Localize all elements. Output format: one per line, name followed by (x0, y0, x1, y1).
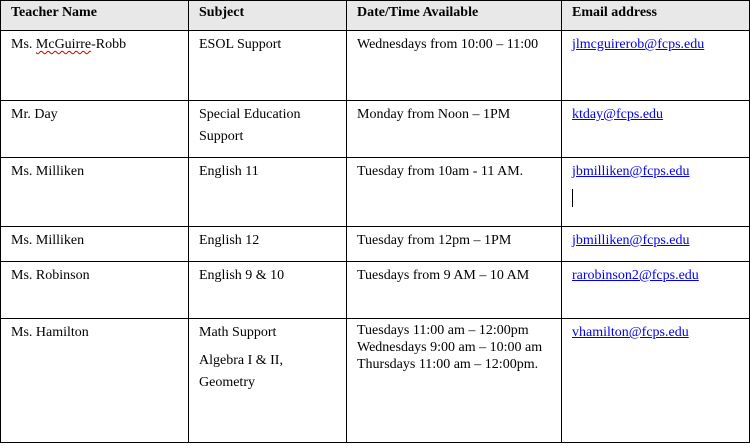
datetime-cell: Wednesdays from 10:00 – 11:00 (347, 31, 562, 101)
teacher-name-cell: Ms. Milliken (1, 158, 189, 227)
text-cursor (572, 189, 573, 207)
subject-cell (189, 319, 347, 443)
email-cell (562, 227, 750, 262)
teacher-name-cell: Ms. Hamilton (1, 319, 189, 443)
subject-cell: English 9 & 10 (189, 262, 347, 319)
subject-line: Algebra I & II, Geometry (199, 353, 283, 390)
email-cell (562, 101, 750, 158)
header-teacher-name: Teacher Name (1, 1, 189, 31)
table-row (1, 31, 750, 101)
datetime-cell: Tuesday from 12pm – 1PM (347, 227, 562, 262)
datetime-line: Tuesdays 11:00 am – 12:00pm (357, 323, 529, 338)
teacher-name-cell: Ms. Milliken (1, 227, 189, 262)
table-row (1, 227, 750, 262)
email-cell (562, 31, 750, 101)
teacher-name-suffix: -Robb (91, 37, 127, 52)
teacher-name-cell: Mr. Day (1, 101, 189, 158)
header-subject: Subject (189, 1, 347, 31)
subject-cell: ESOL Support (189, 31, 347, 101)
datetime-line: Thursdays 11:00 am – 12:00pm. (357, 357, 539, 372)
table-row (1, 101, 750, 158)
email-link[interactable]: ktday@fcps.edu (572, 107, 664, 122)
teacher-name-cell (1, 31, 189, 101)
teacher-name-cell: Ms. Robinson (1, 262, 189, 319)
email-link[interactable]: jlmcguirerob@fcps.edu (572, 37, 705, 52)
datetime-cell: Tuesday from 10am - 11 AM. (347, 158, 562, 227)
subject-cell: Special Education Support (189, 101, 347, 158)
datetime-cell: Monday from Noon – 1PM (347, 101, 562, 158)
teacher-name-prefix: Ms. (11, 37, 36, 52)
subject-cell: English 11 (189, 158, 347, 227)
header-email: Email address (562, 1, 750, 31)
table-row (1, 319, 750, 443)
subject-line: Math Support (199, 325, 277, 340)
subject-cell: English 12 (189, 227, 347, 262)
datetime-cell: Tuesdays from 9 AM – 10 AM (347, 262, 562, 319)
email-cell (562, 319, 750, 443)
teacher-name-misspelled: McGuirre (35, 37, 92, 52)
email-link[interactable]: vhamilton@fcps.edu (572, 325, 689, 340)
email-cell (562, 158, 750, 227)
table-row (1, 158, 750, 227)
header-date-time: Date/Time Available (347, 1, 562, 31)
email-link[interactable]: rarobinson2@fcps.edu (572, 268, 699, 283)
email-cell (562, 262, 750, 319)
email-link[interactable]: jbmilliken@fcps.edu (572, 233, 690, 248)
table-row (1, 262, 750, 319)
header-row (1, 1, 750, 31)
datetime-line: Wednesdays 9:00 am – 10:00 am (357, 340, 543, 355)
email-link[interactable]: jbmilliken@fcps.edu (572, 164, 690, 179)
datetime-cell (347, 319, 562, 443)
